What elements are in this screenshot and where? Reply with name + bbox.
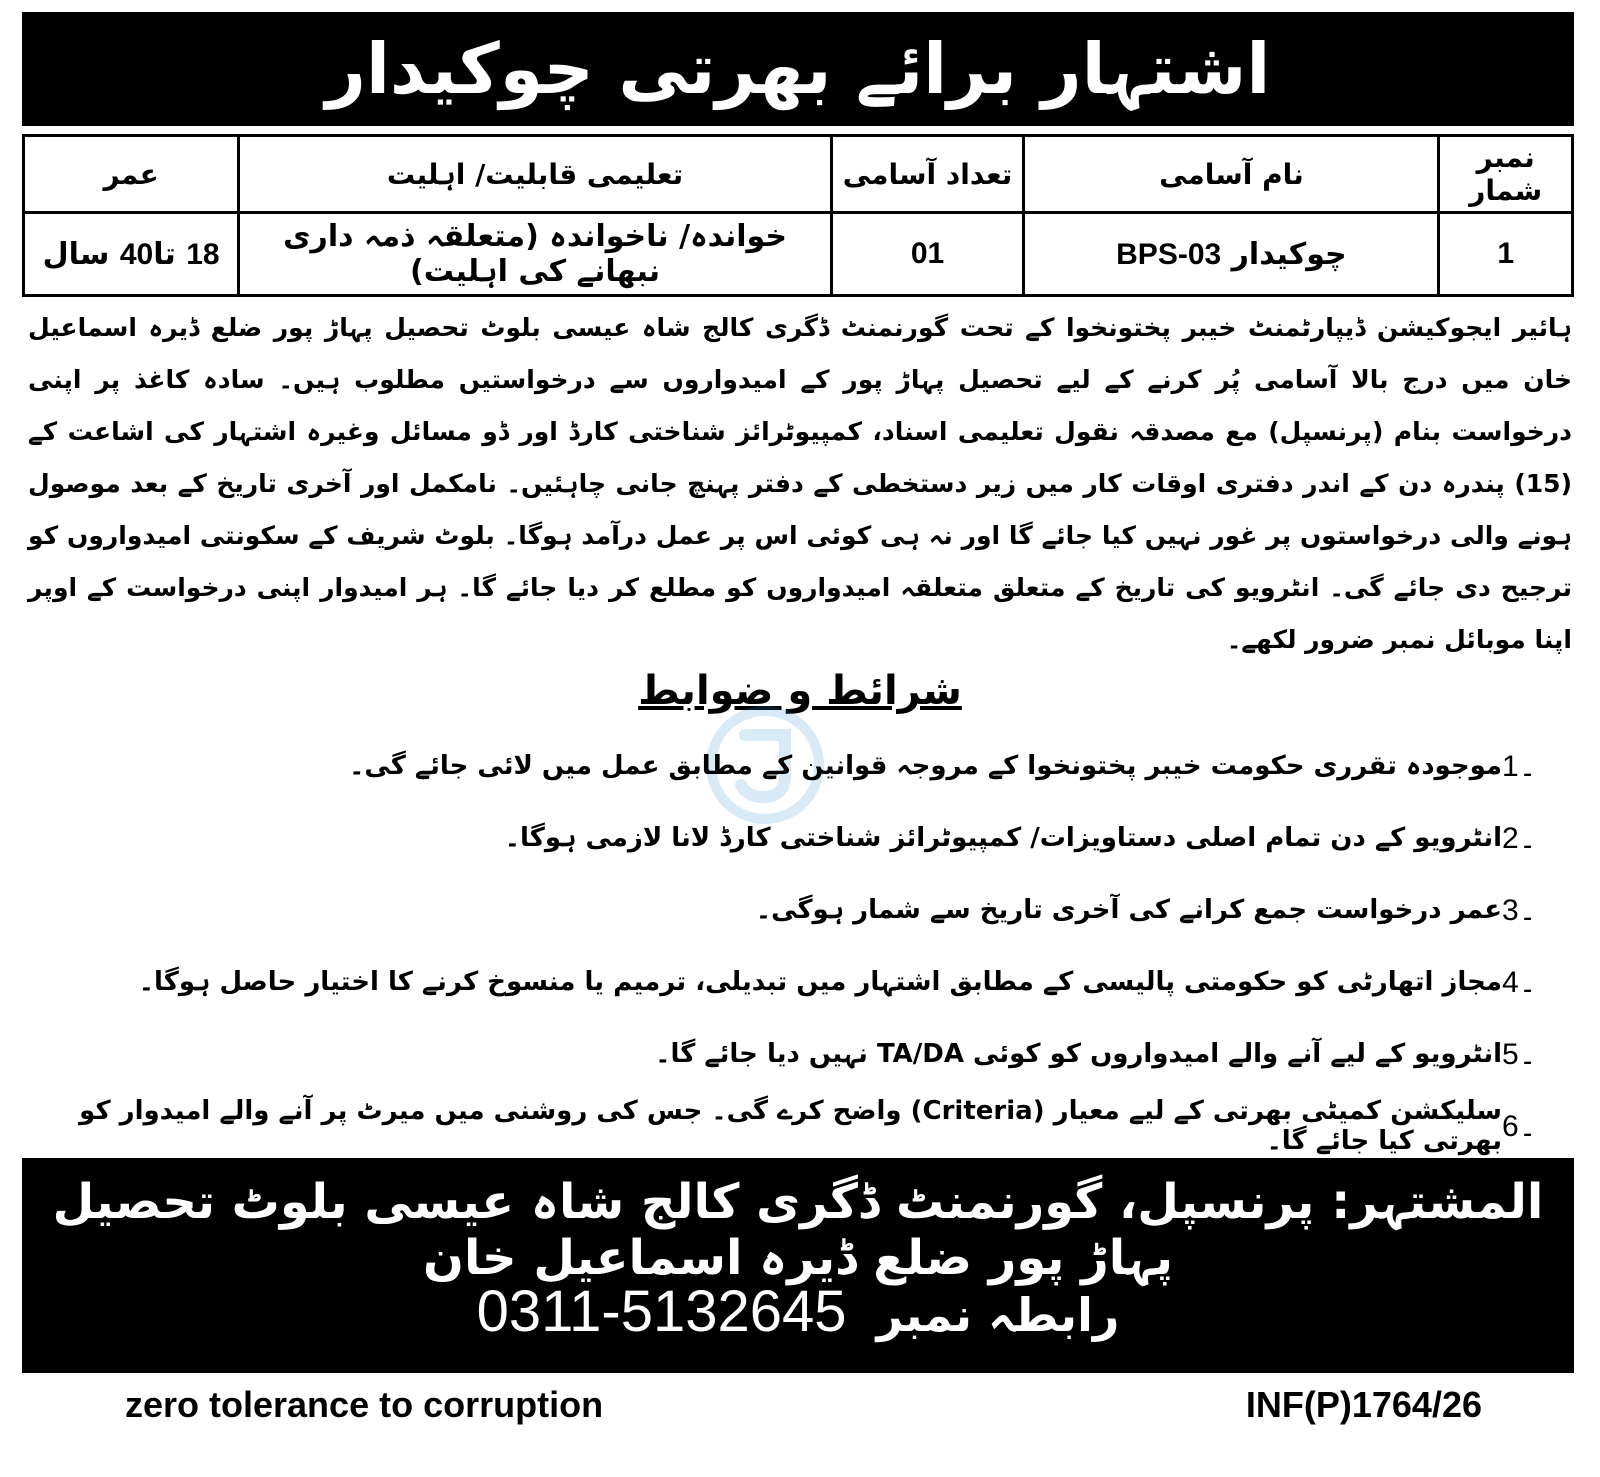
- list-item: [52, 802, 1572, 874]
- post-name-text: چوکیدار: [1231, 236, 1347, 272]
- age-to: 40: [119, 237, 154, 271]
- header-serial: نمبر شمار: [1439, 136, 1573, 213]
- post-scale: BPS-03: [1116, 237, 1222, 271]
- term-number: 6۔: [1502, 1109, 1537, 1143]
- term-number: 4۔: [1502, 965, 1537, 999]
- term-text: موجودہ تقرری حکومت خیبر پختونخوا کے مروجہ قوانین کے مطابق عمل میں لائی جائے گی۔: [349, 751, 1502, 781]
- contact-line: [22, 1278, 1574, 1345]
- reference-number: INF(P)1764/26: [1245, 1384, 1482, 1425]
- list-item: [52, 1090, 1572, 1162]
- age-mid: تا: [153, 236, 176, 272]
- header-age: عمر: [24, 136, 239, 213]
- list-item: [52, 946, 1572, 1018]
- table-header-row: [24, 136, 1573, 213]
- age-unit: سال: [42, 236, 110, 272]
- header-qualification: تعلیمی قابلیت/ اہلیت: [239, 136, 832, 213]
- term-text: انٹرویو کے دن تمام اصلی دستاویزات/ کمپیوٹرائز شناختی کارڈ لانا لازمی ہوگا۔: [504, 823, 1502, 853]
- posts-table: [22, 134, 1574, 297]
- term-number: 2۔: [1502, 821, 1537, 855]
- list-item: [52, 874, 1572, 946]
- age-from: 18: [186, 237, 220, 271]
- title-banner: [22, 12, 1574, 126]
- term-text: عمر درخواست جمع کرانے کی آخری تاریخ سے شمار ہوگی۔: [755, 895, 1502, 925]
- header-count: تعداد آسامی: [831, 136, 1024, 213]
- cell-post-name: [1024, 213, 1439, 296]
- header-post-name: نام آسامی: [1024, 136, 1439, 213]
- contact-phone: 0311-5132645: [476, 1279, 847, 1344]
- term-number: 5۔: [1502, 1037, 1537, 1071]
- term-text: انٹرویو کے لیے آنے والے امیدواروں کو کوئی TA/DA نہیں دیا جائے گا۔: [655, 1039, 1502, 1069]
- footer-banner: [22, 1158, 1574, 1373]
- term-number: 1۔: [1502, 749, 1537, 783]
- list-item: [52, 1018, 1572, 1090]
- term-text: مجاز اتھارٹی کو حکومتی پالیسی کے مطابق اشتہار میں تبدیلی، ترمیم یا منسوخ کرنے کا اختیار حاصل ہوگا۔: [138, 967, 1502, 997]
- list-item: [52, 730, 1572, 802]
- cell-qualification: خواندہ/ ناخواندہ (متعلقہ ذمہ داری نبھانے کی اہلیت): [239, 213, 832, 296]
- terms-list: [52, 730, 1572, 1162]
- table-row: [24, 213, 1573, 296]
- term-text: سلیکشن کمیٹی بھرتی کے لیے معیار (Criteria) واضح کرے گی۔ جس کی روشنی میں میرٹ پر آنے والے امیدوار کو بھرتی کیا جائے گا۔: [79, 1096, 1502, 1156]
- slogan-text: zero tolerance to corruption: [125, 1384, 604, 1425]
- body-paragraph: ہائیر ایجوکیشن ڈیپارٹمنٹ خیبر پختونخوا کے تحت گورنمنٹ ڈگری کالج شاہ عیسی بلوٹ تحصیل پہاڑ پور ضلع ڈیرہ اسماعیل خان میں درج بالا آسامی پُر کرنے کے لیے تحصیل پہاڑ پور کے امیدواروں سے درخواستیں مطلوب ہیں۔ سادہ کاغذ پر اپنی درخواست بنام (پرنسپل) مع مصدقہ نقول تعلیمی اسناد، کمپیوٹرائز شناختی کارڈ اور ڈو مسائل وغیرہ اشتہار کی اشاعت کے (15) پندرہ دن کے اندر دفتری اوقات کار میں زیر دستخطی کے دفتر پہنچ جانی چاہئیں۔ نامکمل اور آخری تاریخ کے بعد موصول ہونے والی درخواستوں پر غور نہیں کیا جائے گا اور نہ ہی کوئی اس پر عمل درآمد ہوگا۔ بلوٹ شریف کے سکونتی امیدواروں کو ترجیح دی جائے گی۔ انٹرویو کی تاریخ کے متعلق متعلقہ امیدواروں کو مطلع کر دیا جائے گا۔ ہر امیدوار اپنی درخواست کے اوپر اپنا موبائل نمبر ضرور لکھے۔: [28, 313, 1572, 654]
- contact-label: رابطہ نمبر: [876, 1288, 1120, 1342]
- advertiser-text: المشتہر: پرنسپل، گورنمنٹ ڈگری کالج شاہ عیسی بلوٹ تحصیل پہاڑ پور ضلع ڈیرہ اسماعیل خان: [52, 1174, 1544, 1286]
- page-title: اشتہار برائے بھرتی چوکیدار: [325, 28, 1271, 110]
- cell-serial: 1: [1439, 213, 1573, 296]
- term-number: 3۔: [1502, 893, 1537, 927]
- cell-age: [24, 213, 239, 296]
- cell-count: 01: [831, 213, 1024, 296]
- terms-heading: شرائط و ضوابط: [638, 668, 962, 714]
